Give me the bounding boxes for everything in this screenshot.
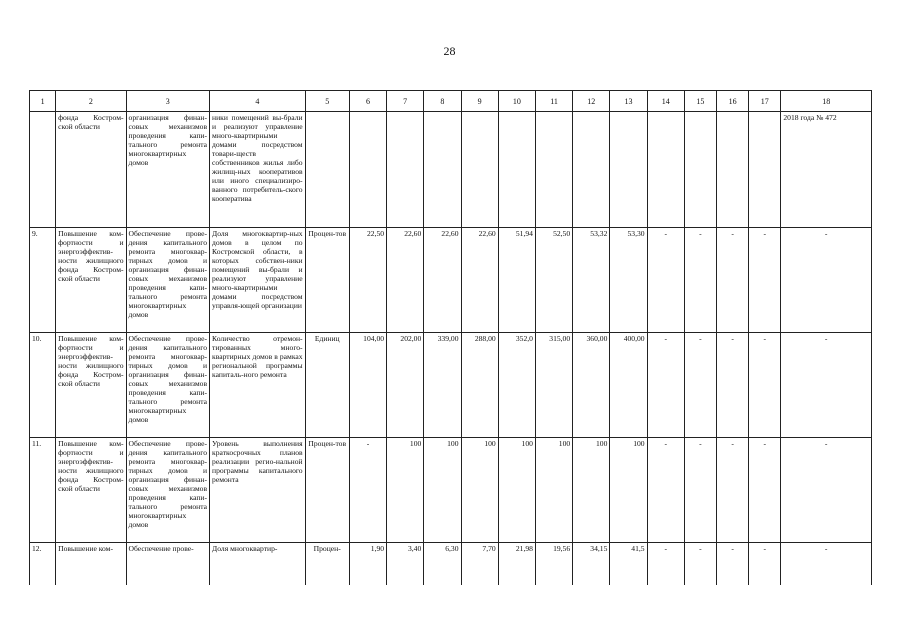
table-cell: - (684, 543, 716, 586)
table-cell: 22,50 (349, 228, 386, 333)
column-header: 1 (30, 91, 56, 112)
table-cell: - (647, 438, 684, 543)
column-header: 2 (56, 91, 126, 112)
table-row (30, 112, 872, 228)
column-header: 17 (749, 91, 781, 112)
table-cell: 352,0 (498, 333, 535, 438)
table-cell (647, 112, 684, 228)
column-header: 5 (305, 91, 349, 112)
table-cell: 10. (30, 333, 56, 438)
table-cell: - (349, 438, 386, 543)
table-cell: 12. (30, 543, 56, 586)
table-cell: Обеспечение прове-дения капитального ремонта многоквар-тирных домов и организация финан-совых механизмов проведения капи-тального ремонта многоквартирных домов (126, 333, 209, 438)
table-cell: 7,70 (461, 543, 498, 586)
table-row (30, 438, 872, 543)
column-header: 9 (461, 91, 498, 112)
table-cell: 100 (498, 438, 535, 543)
table-cell: 11. (30, 438, 56, 543)
table-cell (573, 112, 610, 228)
table-cell (424, 112, 461, 228)
table-cell: Обеспечение прове-дения капитального ремонта многоквар-тирных домов и организация финан-совых механизмов проведения капи-тального ремонта многоквартирных домов (126, 228, 209, 333)
table-row (30, 543, 872, 586)
table-cell: 22,60 (461, 228, 498, 333)
table-cell: 52,50 (535, 228, 572, 333)
table-cell: 53,30 (610, 228, 647, 333)
table-cell: 315,00 (535, 333, 572, 438)
table-cell: - (647, 543, 684, 586)
column-header: 13 (610, 91, 647, 112)
table-cell: 51,94 (498, 228, 535, 333)
table-cell (717, 112, 749, 228)
table-cell: 22,60 (387, 228, 424, 333)
table-row (30, 333, 872, 438)
table-cell: 104,00 (349, 333, 386, 438)
table-cell: - (749, 438, 781, 543)
table-row (30, 228, 872, 333)
table-cell: Повышение ком-фортности и энергоэффектив-ности жилищного фонда Костром-ской области (56, 438, 126, 543)
table-cell: 9. (30, 228, 56, 333)
table-cell: 22,60 (424, 228, 461, 333)
table-cell: - (717, 543, 749, 586)
page-number: 28 (443, 44, 456, 58)
table-cell: 100 (610, 438, 647, 543)
column-header: 15 (684, 91, 716, 112)
table-cell: - (647, 228, 684, 333)
table-cell (305, 112, 349, 228)
table-cell: - (749, 333, 781, 438)
table-cell: Обеспечение прове-дения капитального ремонта многоквар-тирных домов и организация финан-совых механизмов проведения капи-тального ремонта многоквартирных домов (126, 438, 209, 543)
table-cell (610, 112, 647, 228)
table-cell: Уровень выполнения краткосрочных планов реализации регио-нальной программы капитального ремонта (210, 438, 306, 543)
table-cell: Повышение ком-фортности и энергоэффектив-ности жилищного фонда Костром-ской области (56, 333, 126, 438)
table-cell: - (717, 228, 749, 333)
table-cell: фонда Костром-ской области (56, 112, 126, 228)
table-cell: - (781, 543, 872, 586)
table-cell (387, 112, 424, 228)
table-cell: 19,56 (535, 543, 572, 586)
table-cell: 288,00 (461, 333, 498, 438)
table-cell (349, 112, 386, 228)
table-cell: ники помещений вы-брали и реализуют управление много-квартирными домами посредством товари-ществ собственников жилья либо жилищ-ных кооперативов или иного специализиро-ванного потребитель-ского кооператива (210, 112, 306, 228)
table-cell: - (781, 438, 872, 543)
table-cell: 360,00 (573, 333, 610, 438)
table-cell: Обеспечение прове- (126, 543, 209, 586)
table-cell: Повышение ком-фортности и энергоэффектив-ности жилищного фонда Костром-ской области (56, 228, 126, 333)
table-cell: 100 (535, 438, 572, 543)
header-row (30, 91, 872, 112)
table-cell: Процен-тов (305, 228, 349, 333)
table-cell: 6,30 (424, 543, 461, 586)
table-cell: организация финан-совых механизмов проведения капи-тального ремонта многоквартирных домов (126, 112, 209, 228)
table-cell: Доля многоквартир- (210, 543, 306, 586)
column-header: 16 (717, 91, 749, 112)
table-cell: - (781, 333, 872, 438)
table-cell: Доля многоквартир-ных домов в целом по Костромской области, в которых собствен-ники помещений вы-брали и реализуют управление много-квартирными домами посредством управля-ющей организации (210, 228, 306, 333)
table-cell: 3,40 (387, 543, 424, 586)
table-cell: Процен- (305, 543, 349, 586)
table-cell (498, 112, 535, 228)
column-header: 6 (349, 91, 386, 112)
table-cell: Повышение ком- (56, 543, 126, 586)
table-body (30, 112, 872, 586)
table-cell: - (717, 438, 749, 543)
column-header: 4 (210, 91, 306, 112)
table-cell: - (684, 438, 716, 543)
table-cell: 34,15 (573, 543, 610, 586)
table-cell: - (684, 333, 716, 438)
table-cell (749, 112, 781, 228)
table-cell: Единиц (305, 333, 349, 438)
column-header: 11 (535, 91, 572, 112)
column-header: 3 (126, 91, 209, 112)
table-cell: - (684, 228, 716, 333)
table-cell (684, 112, 716, 228)
table-cell: - (749, 228, 781, 333)
column-header: 8 (424, 91, 461, 112)
table-cell: 21,98 (498, 543, 535, 586)
table-cell: 400,00 (610, 333, 647, 438)
table-cell (30, 112, 56, 228)
table-cell: Количество отремон-тированных много-квартирных домов в рамках региональной программы капиталь-ного ремонта (210, 333, 306, 438)
column-header: 18 (781, 91, 872, 112)
table-cell: 100 (424, 438, 461, 543)
table-cell: 1,90 (349, 543, 386, 586)
table-cell: - (647, 333, 684, 438)
table-cell: 202,00 (387, 333, 424, 438)
table-cell: - (781, 228, 872, 333)
column-header: 12 (573, 91, 610, 112)
column-header: 14 (647, 91, 684, 112)
indicators-table (29, 90, 872, 585)
table-cell: 100 (387, 438, 424, 543)
table-cell: 53,32 (573, 228, 610, 333)
column-header: 7 (387, 91, 424, 112)
table-cell: 339,00 (424, 333, 461, 438)
table-cell: 41,5 (610, 543, 647, 586)
table-cell: - (717, 333, 749, 438)
table-cell (535, 112, 572, 228)
column-header: 10 (498, 91, 535, 112)
table-cell: - (749, 543, 781, 586)
table-cell: 100 (461, 438, 498, 543)
table-cell: 100 (573, 438, 610, 543)
table-cell: 2018 года № 472 (781, 112, 872, 228)
table-cell: Процен-тов (305, 438, 349, 543)
table-cell (461, 112, 498, 228)
